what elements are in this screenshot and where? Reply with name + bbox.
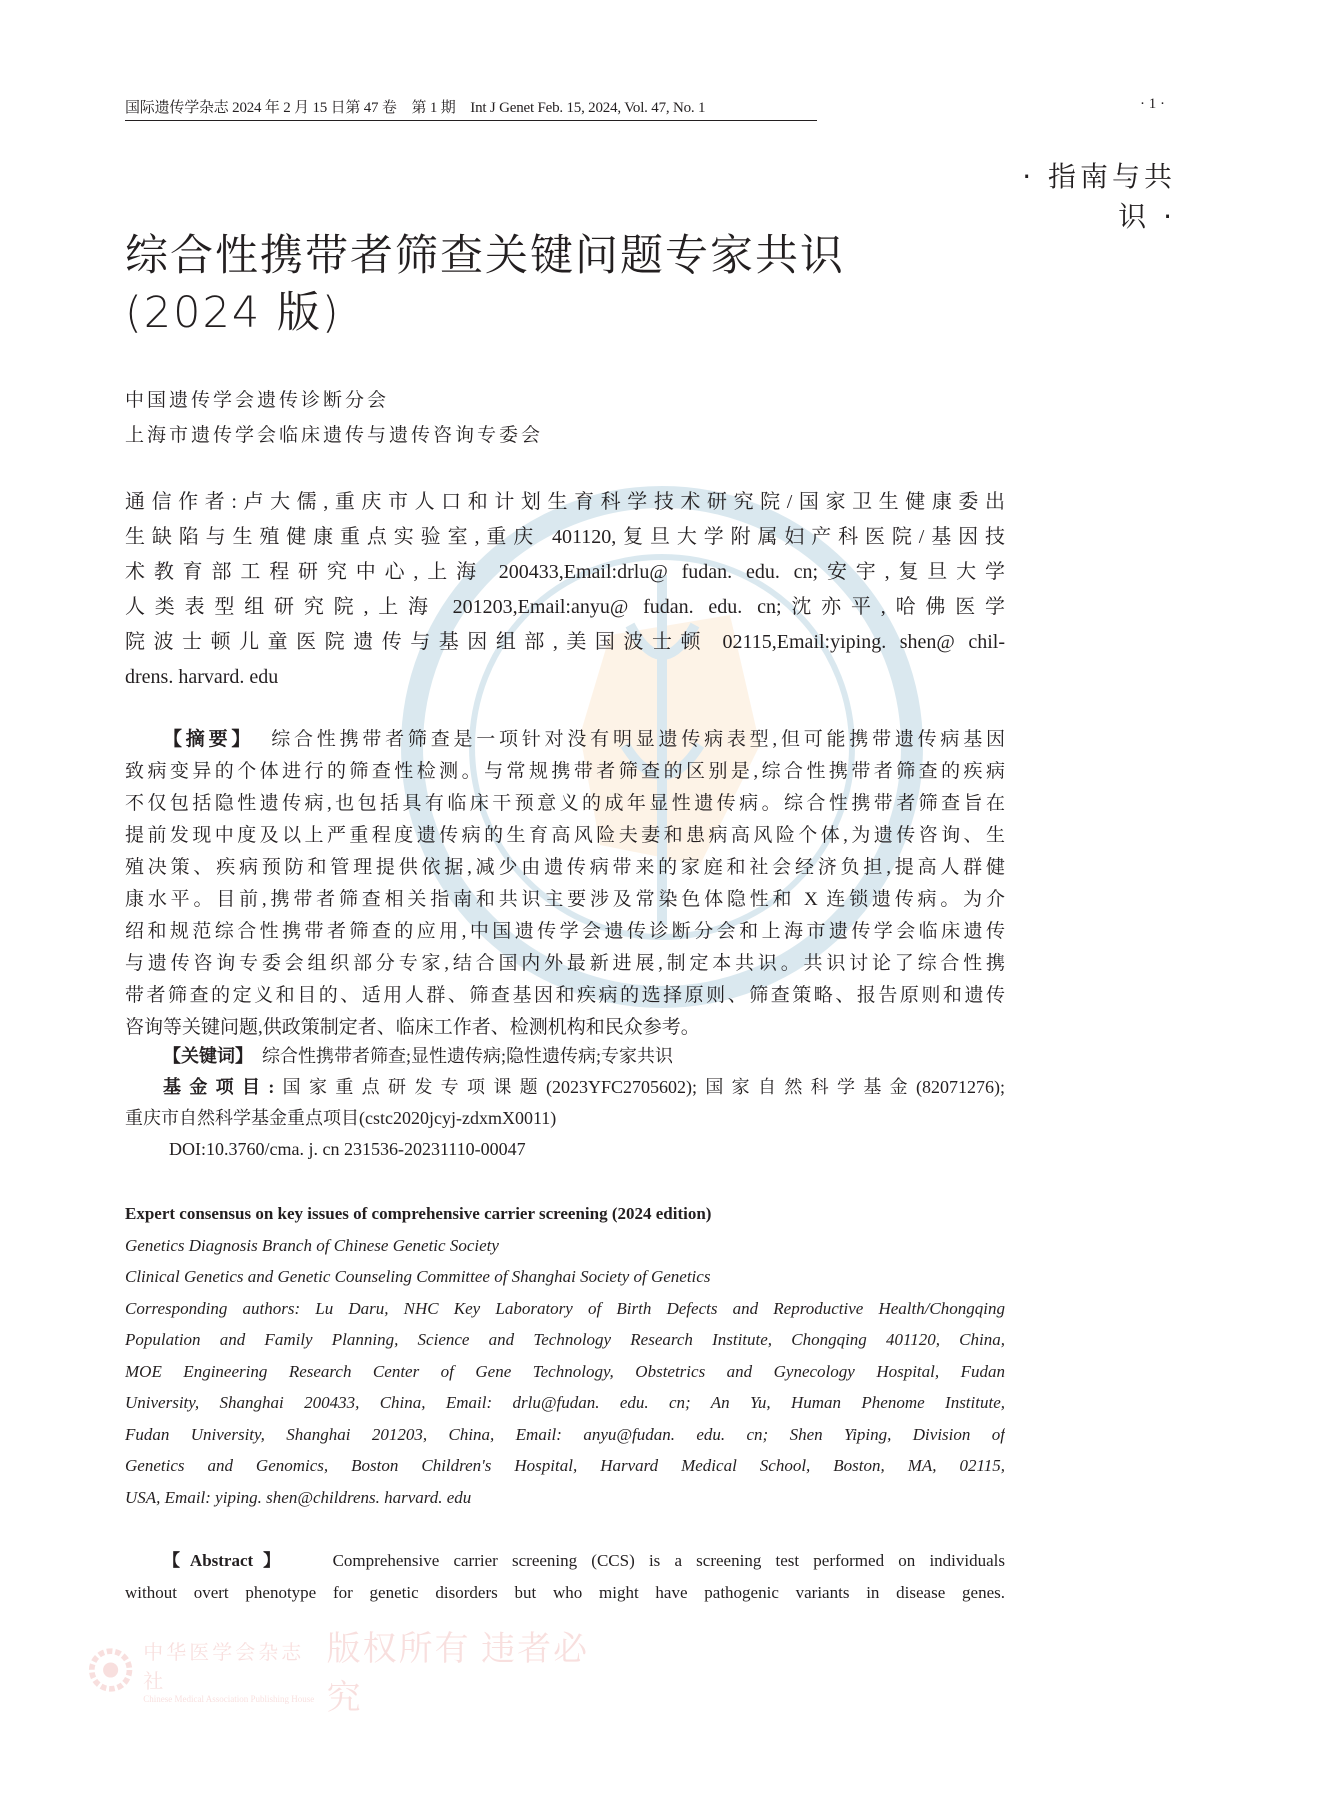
publisher-en: Chinese Medical Association Publishing House xyxy=(143,1694,315,1704)
copyright-notice: 版权所有 违者必究 xyxy=(326,1631,590,1717)
funding xyxy=(125,1072,1005,1103)
text-line: Genetics and Genomics, Boston Children's Hospital, Harvard Medical School, Boston, MA, 02115, xyxy=(125,1456,1005,1475)
english-title: Expert consensus on key issues of comprehensive carrier screening (2024 edition) xyxy=(125,1204,712,1223)
text-line: 带者筛查的定义和目的、适用人群、筛查基因和疾病的选择原则、筛查策略、报告原则和遗传 xyxy=(125,985,1005,1006)
column-label: · 指南与共识 · xyxy=(1022,160,1176,233)
funding-line-1: 国家重点研发专项课题(2023YFC2705602);国家自然科学基金(82071276); xyxy=(274,1077,1005,1097)
text-line: Fudan University, Shanghai 201203, China, Email: anyu@fudan. edu. cn; Shen Yiping, Division of xyxy=(125,1424,1005,1444)
publisher-watermark xyxy=(88,1631,608,1717)
text-line: University, Shanghai 200433, China, Email: drlu@fudan. edu. cn; An Yu, Human Phenome Institute, xyxy=(125,1393,1005,1412)
doi: DOI:10.3760/cma. j. cn 231536-20231110-00047 xyxy=(169,1139,526,1159)
text-line: 绍和规范综合性携带者筛查的应用,中国遗传学会遗传诊断分会和上海市遗传学会临床遗传 xyxy=(125,921,1005,942)
page-number: · 1 · xyxy=(1140,96,1165,112)
article-title xyxy=(125,228,845,342)
text-line: 通信作者:卢大儒,重庆市人口和计划生育科学技术研究院/国家卫生健康委出 xyxy=(125,491,1005,513)
abstract-en-label: 【Abstract】 xyxy=(163,1551,291,1570)
keywords xyxy=(125,1041,1005,1072)
text-line: 人类表型组研究院,上海 201203,Email:anyu@ fudan. edu. cn;沈亦平,哈佛医学 xyxy=(125,596,1005,618)
publisher-cn: 中华医学会杂志社 xyxy=(143,1642,305,1693)
running-head: 国际遗传学杂志 2024 年 2 月 15 日第 47 卷 第 1 期 Int J Genet Feb. 15, 2024, Vol. 47, No. 1 xyxy=(125,96,817,121)
keywords-label: 【关键词】 xyxy=(163,1046,253,1066)
abstract-zh xyxy=(125,724,1005,1044)
keywords-text: 综合性携带者筛查;显性遗传病;隐性遗传病;专家共识 xyxy=(262,1046,674,1066)
text-line: 术教育部工程研究中心,上海 200433,Email:drlu@ fudan. edu. cn;安宇,复旦大学 xyxy=(125,561,1005,583)
organization: 上海市遗传学会临床遗传与遗传咨询专委会 xyxy=(125,425,544,446)
abstract-en xyxy=(125,1545,1005,1608)
publisher-logo-icon xyxy=(88,1646,133,1694)
text-line: without overt phenotype for genetic disorders but who might have pathogenic variants in disease genes. xyxy=(125,1582,1005,1602)
text-line: drens. harvard. edu xyxy=(125,666,279,688)
english-org: Clinical Genetics and Genetic Counseling Committee of Shanghai Society of Genetics xyxy=(125,1267,711,1286)
text-line: Corresponding authors: Lu Daru, NHC Key Laboratory of Birth Defects and Reproductive Health/Chongqing xyxy=(125,1298,1005,1318)
text-line: 殖决策、疾病预防和管理提供依据,减少由遗传病带来的家庭和社会经济负担,提高人群健 xyxy=(125,857,1005,878)
funding-label: 基金项目: xyxy=(163,1077,275,1097)
abstract-label: 【摘要】 xyxy=(163,729,255,750)
text-line: 康水平。目前,携带者筛查相关指南和共识主要涉及常染色体隐性和 X 连锁遗传病。为介 xyxy=(125,889,1005,910)
text-line: 咨询等关键问题,供政策制定者、临床工作者、检测机构和民众参考。 xyxy=(125,1017,700,1038)
text-line: USA, Email: yiping. shen@childrens. harvard. edu xyxy=(125,1487,472,1507)
english-front-matter xyxy=(125,1198,1005,1513)
text-line: 不仅包括隐性遗传病,也包括具有临床干预意义的成年显性遗传病。综合性携带者筛查旨在 xyxy=(125,793,1005,814)
text-line: 致病变异的个体进行的筛查性检测。与常规携带者筛查的区别是,综合性携带者筛查的疾病 xyxy=(125,761,1005,782)
text-line: 生缺陷与生殖健康重点实验室,重庆 401120,复旦大学附属妇产科医院/基因技 xyxy=(125,526,1005,548)
funding-line-2: 重庆市自然科学基金重点项目(cstc2020jcyj-zdxmX0011) xyxy=(125,1108,557,1128)
text-line: MOE Engineering Research Center of Gene Technology, Obstetrics and Gynecology Hospital, Fudan xyxy=(125,1361,1005,1381)
text-line: 提前发现中度及以上严重程度遗传病的生育高风险夫妻和患病高风险个体,为遗传咨询、生 xyxy=(125,825,1005,846)
english-org: Genetics Diagnosis Branch of Chinese Genetic Society xyxy=(125,1235,499,1255)
organizations xyxy=(125,383,543,453)
title-line-2: (2024 版) xyxy=(125,288,341,338)
text-line: Population and Family Planning, Science and Technology Research Institute, Chongqing 401120, China, xyxy=(125,1330,1005,1349)
text-line: Comprehensive carrier screening (CCS) is a screening test performed on individuals xyxy=(332,1551,1005,1570)
title-line-1: 综合性携带者筛查关键问题专家共识 xyxy=(125,231,845,281)
text-line: 院波士顿儿童医院遗传与基因组部,美国波士顿 02115,Email:yiping. shen@ chil- xyxy=(125,631,1005,653)
text-line: 与遗传咨询专委会组织部分专家,结合国内外最新进展,制定本共识。共识讨论了综合性携 xyxy=(125,953,1005,974)
article-meta xyxy=(125,1041,1005,1165)
organization: 中国遗传学会遗传诊断分会 xyxy=(125,390,390,411)
corresponding-authors-zh xyxy=(125,485,1005,695)
text-line: 综合性携带者筛查是一项针对没有明显遗传病表型,但可能携带遗传病基因 xyxy=(271,729,1005,750)
